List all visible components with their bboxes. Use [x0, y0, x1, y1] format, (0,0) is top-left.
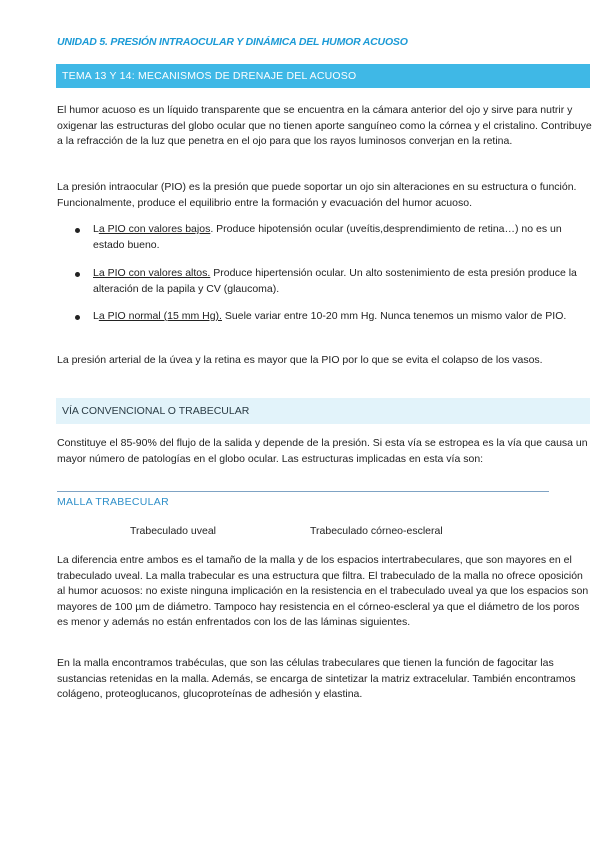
paragraph-via-convencional: Constituye el 85-90% del flujo de la salida y depende de la presión. Si esta vía se estropea es la vía que causa un mayor número de patologías en el globo ocular. Las estructuras implicadas en esta vía son:: [57, 437, 588, 465]
bullet-dot: [75, 315, 80, 320]
bullet-underlined-term: a PIO con valores bajos: [98, 223, 211, 235]
bullet-prefix: L: [93, 223, 99, 235]
malla-trabecular-heading: MALLA TRABECULAR: [57, 496, 169, 508]
intro-paragraph-humor-acuoso: El humor acuoso es un líquido transparente que se encuentra en la cámara anterior del ojo y sirve para nutrir y oxigenar las estructuras del globo ocular que no tienen aporte sanguíneo como la córnea y el cristalino. Contribuye a la refracción de la luz que penetra en el ojo para que los rayos luminosos converjan en la retina.: [57, 104, 592, 147]
bullet-underlined-term: La PIO con valores altos.: [93, 267, 211, 279]
bullet-description: . Produce hipotensión ocular (uveítis,desprendimiento de retina…) no es un estado bueno.: [93, 223, 562, 251]
section-banner-via-convencional: VÍA CONVENCIONAL O TRABECULAR: [56, 398, 590, 424]
bullet-prefix: L: [93, 310, 99, 322]
intro-paragraph-pio-definition: La presión intraocular (PIO) es la presión que puede soportar un ojo sin alteraciones en su estructura o función. Funcionalmente, produce el equilibrio entre la formación y evacuación del humor acuoso.: [57, 181, 577, 209]
topic-banner: TEMA 13 Y 14: MECANISMOS DE DRENAJE DEL ACUOSO: [56, 64, 590, 88]
bullet-description: Produce hipertensión ocular. Un alto sostenimiento de esta presión produce la alteración de la papila y CV (glaucoma).: [93, 267, 577, 295]
divider-line: [57, 491, 549, 492]
bullet-description: Suele variar entre 10-20 mm Hg. Nunca tenemos un mismo valor de PIO.: [221, 310, 567, 322]
unit-title: UNIDAD 5. PRESIÓN INTRAOCULAR Y DINÁMICA DEL HUMOR ACUOSO: [57, 36, 408, 48]
label-trabeculado-corneo-escleral: Trabeculado córneo-escleral: [310, 525, 443, 537]
label-trabeculado-uveal: Trabeculado uveal: [130, 525, 216, 537]
bullet-dot: [75, 272, 80, 277]
paragraph-diferencia-trabeculado: La diferencia entre ambos es el tamaño de la malla y de los espacios intertrabeculares, que son mayores en el trabeculado uveal. La malla trabecular es una estructura que filtra. El trabeculado de la malla no ofrece oposición al humor acuosos: no existe ninguna implicación en la resistencia en el trabeculado uveal ya que los espacios son mayores de 100 µm de diámetro. Tampoco hay resistencia en el córneo-escleral ya que el diámetro de los poros es menor y además no están enfrentados con los de las láminas siguientes.: [57, 554, 589, 628]
paragraph-trabeculas: En la malla encontramos trabéculas, que son las células trabeculares que tienen la función de fagocitar las sustancias retenidas en la malla. Además, se encarga de sintetizar la matriz extracelular. También encontramos colágeno, proteoglucanos, glucoproteínas de adhesión y elastina.: [57, 657, 576, 700]
bullet-dot: [75, 228, 80, 233]
paragraph-presion-arterial: La presión arterial de la úvea y la retina es mayor que la PIO por lo que se evita el colapso de los vasos.: [57, 354, 543, 366]
bullet-underlined-term: a PIO normal (15 mm Hg).: [98, 310, 222, 322]
